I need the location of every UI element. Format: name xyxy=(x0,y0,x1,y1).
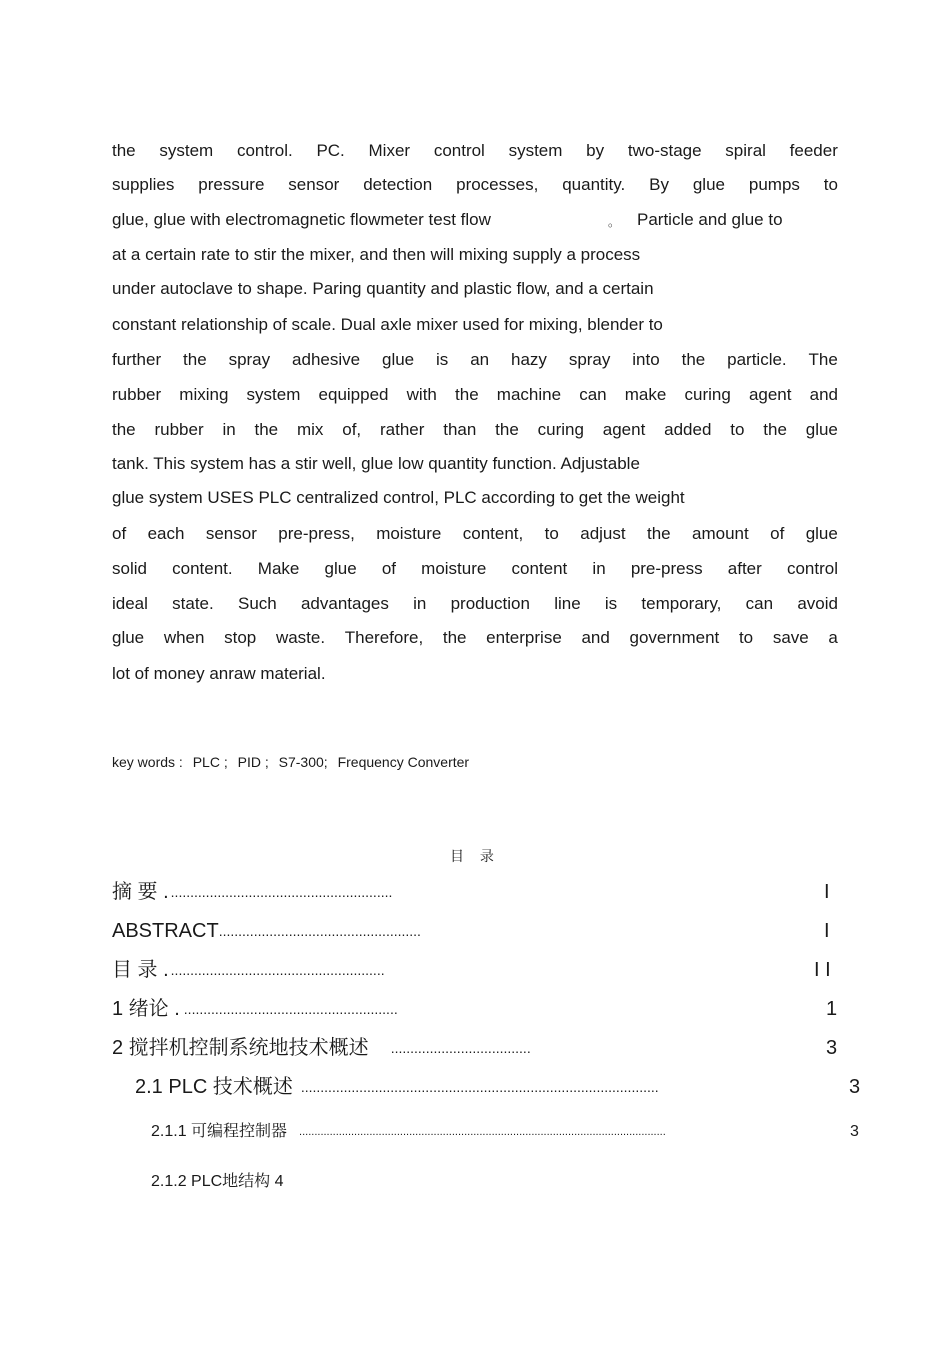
abstract-word: is xyxy=(604,594,618,613)
abstract-text: lot of money anraw material. xyxy=(112,664,326,683)
toc-page-number: 1 xyxy=(826,998,838,1020)
abstract-line xyxy=(112,141,838,161)
abstract-line xyxy=(112,210,783,230)
abstract-word: in xyxy=(592,559,606,578)
abstract-word: added xyxy=(664,420,712,439)
abstract-word: advantages xyxy=(300,594,389,613)
abstract-word: glue xyxy=(805,524,838,543)
abstract-word: the xyxy=(254,420,279,439)
abstract-text: tank. This system has a stir well, glue low quantity function. Adjustable xyxy=(112,454,640,473)
abstract-word: processes, xyxy=(456,175,539,194)
abstract-word: pressure xyxy=(198,175,265,194)
toc-page-number: I xyxy=(824,920,830,942)
abstract-line xyxy=(112,488,685,508)
toc-entry[interactable] xyxy=(112,919,525,943)
abstract-word: Such xyxy=(237,594,277,613)
abstract-text: at a certain rate to stir the mixer, and then will mixing supply a process xyxy=(112,245,641,264)
toc-entry-label: 2.1.2 PLC地结构 4 xyxy=(151,1173,284,1190)
abstract-word: make xyxy=(624,385,667,404)
abstract-line xyxy=(112,559,838,579)
abstract-word: of xyxy=(112,524,127,543)
abstract-word: rubber xyxy=(112,385,162,404)
toc-entry-label: ABSTRACT xyxy=(112,920,219,942)
abstract-word: spray xyxy=(568,350,611,369)
abstract-word: The xyxy=(808,350,838,369)
abstract-word: glue xyxy=(112,628,145,647)
abstract-word: to xyxy=(730,420,745,439)
abstract-word: glue xyxy=(805,420,838,439)
abstract-text: glue, glue with electromagnetic flowmeter test flow xyxy=(112,210,491,229)
abstract-word: ideal xyxy=(112,594,148,613)
abstract-word: By xyxy=(649,175,669,194)
abstract-word: after xyxy=(727,559,762,578)
abstract-line xyxy=(112,664,326,684)
toc-page-number: 3 xyxy=(826,1037,838,1059)
abstract-line xyxy=(112,628,838,648)
abstract-word: the xyxy=(681,350,706,369)
abstract-text: Particle and glue to xyxy=(637,210,783,229)
abstract-word: the xyxy=(183,350,207,369)
abstract-word: moisture xyxy=(376,524,442,543)
abstract-text: constant relationship of scale. Dual axle mixer used for mixing, blender to xyxy=(112,315,663,334)
abstract-word: content. xyxy=(172,559,233,578)
keyword: PID ; xyxy=(237,754,269,770)
abstract-word: stop xyxy=(224,628,257,647)
abstract-word: equipped xyxy=(318,385,389,404)
toc-entry[interactable] xyxy=(112,1036,607,1060)
abstract-word: mixing xyxy=(179,385,229,404)
abstract-word: glue xyxy=(324,559,357,578)
abstract-word: to xyxy=(738,628,754,647)
abstract-line xyxy=(112,385,838,405)
abstract-word: can xyxy=(579,385,607,404)
toc-leader-dots: .................................................... xyxy=(218,923,421,939)
abstract-word: amount xyxy=(692,524,749,543)
abstract-word: to xyxy=(823,175,838,194)
abstract-line xyxy=(112,420,838,440)
abstract-word: sensor xyxy=(288,175,340,194)
abstract-word: rather xyxy=(379,420,425,439)
abstract-line xyxy=(112,279,654,299)
abstract-word: control xyxy=(433,141,485,160)
abstract-word: pumps xyxy=(748,175,800,194)
toc-leader-dots: ........................................................................................................................ xyxy=(299,1126,666,1138)
abstract-word: than xyxy=(443,420,477,439)
abstract-line xyxy=(112,350,838,370)
keywords-label: key words : xyxy=(112,754,183,770)
abstract-word: in xyxy=(413,594,427,613)
abstract-word: production xyxy=(450,594,530,613)
abstract-word: pre-press xyxy=(630,559,703,578)
keyword: S7-300; xyxy=(278,754,328,770)
abstract-word: content xyxy=(511,559,568,578)
abstract-word: the xyxy=(112,141,136,160)
abstract-word: avoid xyxy=(797,594,838,613)
abstract-word: system xyxy=(246,385,301,404)
abstract-word: spiral xyxy=(725,141,766,160)
abstract-word: solid xyxy=(112,559,147,578)
toc-page-number: I I xyxy=(814,959,831,981)
abstract-word: machine xyxy=(496,385,562,404)
toc-entry[interactable] xyxy=(135,1075,841,1099)
abstract-word: curing xyxy=(684,385,731,404)
abstract-word: by xyxy=(586,141,605,160)
abstract-word: rubber xyxy=(154,420,204,439)
abstract-word: save xyxy=(772,628,809,647)
abstract-word: control xyxy=(786,559,838,578)
abstract-word: the xyxy=(647,524,671,543)
toc-leader-dots: .................................... xyxy=(390,1040,531,1056)
abstract-word: glue xyxy=(381,350,415,369)
abstract-word: each xyxy=(147,524,185,543)
abstract-word: an xyxy=(470,350,490,369)
abstract-word: of xyxy=(381,559,396,578)
toc-entry-label: 1 绪论 . xyxy=(112,998,180,1020)
abstract-word: is xyxy=(436,350,449,369)
abstract-word: can xyxy=(745,594,774,613)
abstract-word: and xyxy=(809,385,838,404)
abstract-word: a xyxy=(828,628,838,647)
toc-entry[interactable] xyxy=(151,1122,831,1142)
abstract-word: detection xyxy=(363,175,433,194)
keyword: Frequency Converter xyxy=(337,754,470,770)
abstract-word: of, xyxy=(342,420,362,439)
keywords-line xyxy=(112,754,475,770)
abstract-word: quantity. xyxy=(562,175,626,194)
toc-leader-dots: ....................................................... xyxy=(170,962,385,978)
toc-page-number: I xyxy=(824,881,830,903)
abstract-word: content, xyxy=(462,524,524,543)
abstract-word: agent xyxy=(602,420,646,439)
abstract-word: government xyxy=(629,628,720,647)
abstract-word: agent xyxy=(748,385,792,404)
toc-entry-label: 2 搅拌机控制系统地技术概述 xyxy=(112,1037,369,1059)
abstract-word: the xyxy=(495,420,519,439)
abstract-word: state. xyxy=(172,594,214,613)
toc-entry-label: 目 录 . xyxy=(112,959,169,981)
abstract-word: to xyxy=(544,524,559,543)
abstract-word: system xyxy=(159,141,214,160)
abstract-word: PC. xyxy=(316,141,345,160)
abstract-line xyxy=(112,454,640,474)
punctuation-mark: 。 xyxy=(608,215,621,229)
abstract-word: glue xyxy=(692,175,725,194)
toc-entry-label: 摘 要 . xyxy=(112,881,169,903)
toc-title: 目 录 xyxy=(450,848,500,864)
abstract-line xyxy=(112,594,838,614)
keyword: PLC ; xyxy=(192,754,228,770)
abstract-word: control. xyxy=(236,141,293,160)
abstract-word: the xyxy=(112,420,136,439)
abstract-word: pre-press, xyxy=(278,524,355,543)
toc-entry-label: 2.1 PLC 技术概述 xyxy=(135,1076,293,1098)
abstract-word: the xyxy=(455,385,479,404)
abstract-word: waste. xyxy=(275,628,326,647)
abstract-word: hazy xyxy=(511,350,547,369)
toc-leader-dots: ....................................................... xyxy=(183,1001,398,1017)
abstract-word: in xyxy=(222,420,236,439)
abstract-word: system xyxy=(508,141,563,160)
abstract-word: sensor xyxy=(205,524,257,543)
toc-leader-dots: ......................................................... xyxy=(170,884,393,900)
toc-entry[interactable] xyxy=(112,958,504,982)
abstract-word: adhesive xyxy=(292,350,361,369)
abstract-word: temporary, xyxy=(641,594,722,613)
toc-entry-label: 2.1.1 可编程控制器 xyxy=(151,1123,288,1140)
abstract-text: under autoclave to shape. Paring quantity and plastic flow, and a certain xyxy=(112,279,654,298)
abstract-word: adjust xyxy=(580,524,626,543)
abstract-word: mix xyxy=(296,420,324,439)
abstract-word: the xyxy=(763,420,787,439)
abstract-text: glue system USES PLC centralized control, PLC according to get the weight xyxy=(112,488,685,507)
abstract-word: Therefore, xyxy=(344,628,424,647)
toc-page-number: 3 xyxy=(850,1123,859,1140)
abstract-word: Mixer xyxy=(368,141,411,160)
abstract-word: and xyxy=(581,628,610,647)
abstract-word: spray xyxy=(228,350,271,369)
abstract-line xyxy=(112,175,838,195)
abstract-word: particle. xyxy=(727,350,787,369)
toc-entry[interactable] xyxy=(151,1172,284,1192)
abstract-word: line xyxy=(554,594,581,613)
toc-page-number: 3 xyxy=(849,1076,861,1098)
abstract-word: Make xyxy=(257,559,300,578)
toc-entry[interactable] xyxy=(112,880,511,904)
abstract-line xyxy=(112,245,640,265)
abstract-word: with xyxy=(406,385,437,404)
abstract-word: curing xyxy=(537,420,584,439)
toc-entry[interactable] xyxy=(112,997,514,1021)
abstract-word: enterprise xyxy=(486,628,562,647)
abstract-word: moisture xyxy=(421,559,487,578)
abstract-word: supplies xyxy=(112,175,175,194)
abstract-word: further xyxy=(112,350,162,369)
abstract-word: into xyxy=(632,350,660,369)
toc-leader-dots: ............................................................................................ xyxy=(300,1079,659,1095)
abstract-word: when xyxy=(163,628,205,647)
abstract-word: of xyxy=(770,524,785,543)
abstract-line xyxy=(112,315,663,335)
abstract-word: the xyxy=(442,628,467,647)
abstract-word: feeder xyxy=(789,141,838,160)
abstract-line xyxy=(112,524,838,544)
abstract-word: two-stage xyxy=(627,141,702,160)
